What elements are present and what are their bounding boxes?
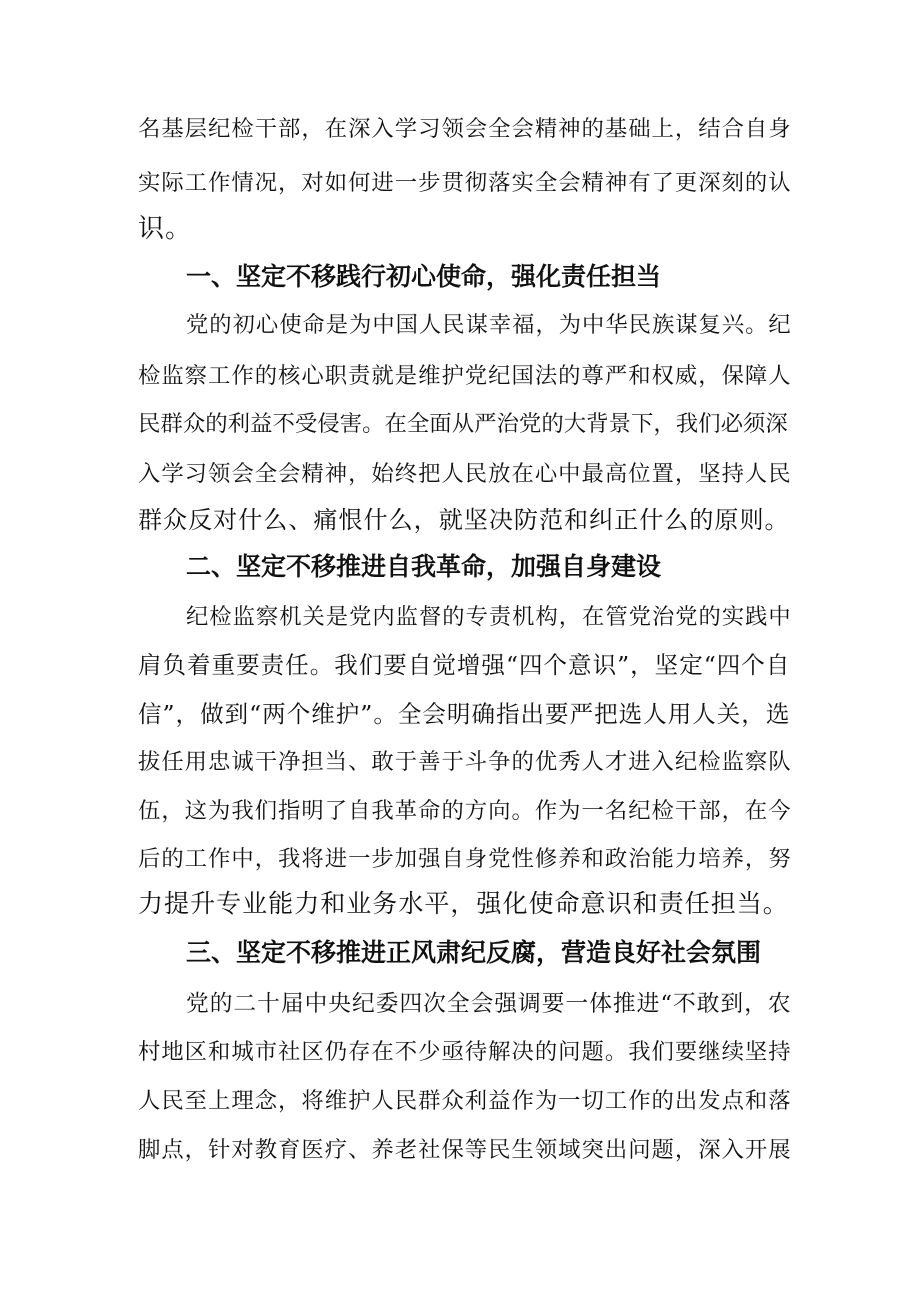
intro-line-2: 实际工作情况，对如何进一步贯彻落实全会精神有了更深刻的认	[138, 170, 792, 196]
section-2-line-4: 拔任用忠诚干净担当、敢于善于斗争的优秀人才进入纪检监察队	[138, 749, 792, 775]
section-2-line-2: 肩负着重要责任。我们要自觉增强“四个意识”，坚定“四个自	[138, 651, 791, 679]
intro-line-1: 名基层纪检干部，在深入学习领会全会精神的基础上，结合自身	[138, 116, 792, 142]
section-1-line-2: 检监察工作的核心职责就是维护党纪国法的尊严和权威，保障人	[138, 363, 792, 389]
section-2-heading: 二、坚定不移推进自我革命，加强自身建设	[186, 552, 662, 581]
section-2-line-6: 后的工作中，我将进一步加强自身党性修养和政治能力培养，努	[138, 846, 792, 872]
section-1-line-4: 入学习领会全会精神，始终把人民放在心中最高位置，坚持人民	[138, 461, 792, 487]
section-2-line-3: 信”，做到“两个维护”。全会明确指出要严把选人用人关，选	[138, 700, 791, 728]
section-3-line-1: 党的二十届中央纪委四次全会强调要一体推进“不敢到，农	[186, 991, 792, 1017]
section-2-line-7: 力提升专业能力和业务水平，强化使命意识和责任担当。	[138, 889, 789, 918]
section-3-heading: 三、坚定不移推进正风肃纪反腐，营造良好社会氛围	[186, 938, 762, 967]
section-2-line-1: 纪检监察机关是党内监督的专责机构，在管党治党的实践中	[186, 604, 792, 630]
section-3-line-2: 村地区和城市社区仍存在不少亟待解决的问题。我们要继续坚持	[138, 1039, 792, 1065]
section-1-line-1: 党的初心使命是为中国人民谋幸福，为中华民族谋复兴。纪	[186, 312, 792, 338]
section-1-line-3: 民群众的利益不受侵害。在全面从严治党的大背景下，我们必须深	[138, 411, 788, 437]
section-2-line-5: 伍，这为我们指明了自我革命的方向。作为一名纪检干部，在今	[138, 798, 792, 824]
section-3-line-4: 脚点，针对教育医疗、养老社保等民生领域突出问题，深入开展	[138, 1137, 792, 1163]
section-1-heading: 一、坚定不移践行初心使命，强化责任担当	[186, 262, 662, 291]
section-1-line-5: 群众反对什么、痛恨什么，就坚决防范和纠正什么的原则。	[138, 506, 790, 534]
section-3-line-3: 人民至上理念，将维护人民群众利益作为一切工作的出发点和落	[138, 1088, 792, 1114]
intro-line-3: 识。	[138, 214, 193, 244]
